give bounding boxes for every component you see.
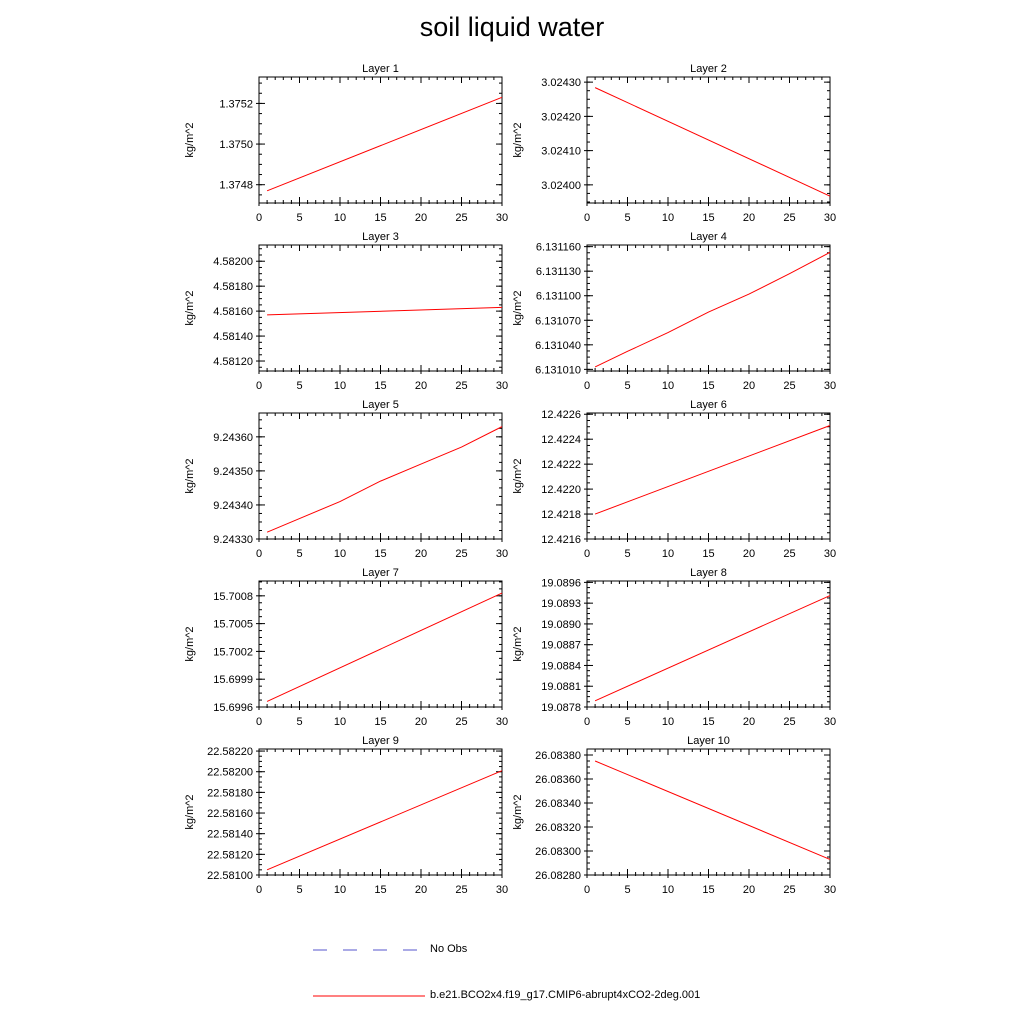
y-tick-label: 6.131070: [535, 315, 581, 328]
x-tick-label: 15: [702, 380, 715, 392]
y-tick-label: 26.08360: [535, 774, 581, 786]
y-tick-label: 15.6999: [213, 674, 253, 687]
chart-panel-4: [512, 231, 836, 392]
x-tick-label: 20: [742, 716, 756, 728]
y-tick-label: 26.08340: [535, 798, 581, 810]
x-tick-label: 25: [783, 716, 796, 728]
y-axis-label: kg/m^2: [184, 290, 196, 326]
panel-title: Layer 5: [362, 399, 399, 411]
x-tick-label: 20: [414, 548, 428, 560]
y-tick-label: 19.0893: [541, 598, 581, 611]
chart-panel-6: [512, 399, 836, 560]
x-tick-label: 25: [783, 548, 796, 560]
y-axis-label: kg/m^2: [512, 290, 524, 326]
x-tick-label: 30: [495, 716, 509, 728]
x-tick-label: 0: [583, 548, 591, 560]
y-tick-label: 22.58100: [207, 870, 253, 882]
y-tick-label: 19.0887: [541, 639, 581, 652]
y-axis-label: kg/m^2: [184, 794, 196, 830]
y-tick-label: 26.08380: [535, 750, 581, 762]
x-tick-label: 10: [333, 548, 347, 560]
panel-title: Layer 4: [690, 231, 727, 243]
x-tick-label: 5: [624, 380, 631, 392]
series-line: [595, 88, 830, 197]
panel-title: Layer 1: [362, 63, 399, 75]
y-tick-label: 9.24330: [213, 534, 253, 546]
x-tick-label: 0: [583, 212, 591, 224]
y-tick-label: 4.58200: [213, 256, 253, 269]
x-tick-label: 0: [255, 548, 263, 560]
chart-panel-7: [184, 567, 508, 728]
x-tick-label: 30: [495, 884, 509, 896]
x-tick-label: 30: [823, 212, 837, 224]
y-tick-label: 12.4220: [541, 484, 581, 497]
panel-title: Layer 3: [362, 231, 399, 243]
y-tick-label: 9.24340: [213, 499, 253, 512]
chart-panel-1: [184, 63, 508, 224]
y-tick-label: 3.02430: [541, 77, 581, 90]
y-tick-label: 6.131160: [535, 241, 581, 254]
x-tick-label: 15: [702, 716, 715, 728]
x-tick-label: 10: [661, 380, 675, 392]
x-tick-label: 30: [823, 884, 837, 896]
y-tick-label: 12.4218: [541, 509, 581, 522]
x-tick-label: 15: [374, 884, 387, 896]
x-tick-label: 15: [702, 212, 715, 224]
x-tick-label: 20: [742, 212, 756, 224]
y-tick-label: 22.58180: [207, 787, 253, 800]
y-tick-label: 9.24360: [213, 431, 253, 444]
y-tick-label: 12.4222: [541, 459, 581, 472]
x-tick-label: 30: [495, 548, 509, 560]
chart-panel-8: [512, 567, 836, 728]
y-axis-label: kg/m^2: [512, 458, 524, 494]
y-tick-label: 15.6996: [213, 702, 253, 714]
y-tick-label: 4.58180: [213, 281, 253, 294]
x-tick-label: 0: [255, 884, 263, 896]
panel-title: Layer 2: [690, 63, 727, 75]
series-line: [267, 427, 502, 533]
y-tick-label: 22.58200: [207, 766, 253, 779]
legend-model-label: b.e21.BCO2x4.f19_g17.CMIP6-abrupt4xCO2-2deg.001: [430, 989, 701, 1001]
y-tick-label: 19.0878: [541, 702, 581, 714]
x-tick-label: 20: [414, 884, 428, 896]
plot-frame: [587, 245, 830, 371]
y-tick-label: 22.58140: [207, 828, 253, 841]
chart-panel-5: [184, 399, 508, 560]
series-line: [267, 307, 502, 314]
x-tick-label: 0: [255, 212, 263, 224]
y-tick-label: 22.58220: [207, 746, 253, 759]
x-tick-label: 10: [333, 212, 347, 224]
x-tick-label: 25: [455, 380, 468, 392]
series-line: [267, 593, 502, 701]
y-tick-label: 4.58160: [213, 306, 253, 319]
y-tick-label: 19.0896: [541, 577, 581, 590]
x-tick-label: 10: [661, 884, 675, 896]
y-tick-label: 26.08280: [535, 870, 581, 882]
x-tick-label: 10: [333, 716, 347, 728]
x-tick-label: 5: [624, 212, 631, 224]
y-tick-label: 15.7002: [213, 646, 253, 659]
series-line: [595, 761, 830, 859]
y-tick-label: 9.24350: [213, 465, 253, 478]
plot-frame: [259, 749, 502, 875]
x-tick-label: 5: [624, 884, 631, 896]
x-tick-label: 0: [583, 716, 591, 728]
x-tick-label: 20: [742, 884, 756, 896]
y-axis-label: kg/m^2: [512, 122, 524, 158]
x-tick-label: 10: [333, 884, 347, 896]
y-tick-label: 12.4226: [541, 409, 581, 422]
y-tick-label: 6.131130: [535, 266, 581, 279]
x-tick-label: 25: [783, 884, 796, 896]
x-tick-label: 25: [455, 884, 468, 896]
series-line: [595, 596, 830, 701]
y-tick-label: 3.02400: [541, 179, 581, 192]
x-tick-label: 5: [296, 884, 303, 896]
y-tick-label: 1.3750: [219, 139, 253, 152]
plot-frame: [259, 245, 502, 371]
series-line: [595, 425, 830, 514]
x-tick-label: 20: [742, 548, 756, 560]
x-tick-label: 10: [333, 380, 347, 392]
x-tick-label: 0: [583, 380, 591, 392]
x-tick-label: 25: [783, 380, 796, 392]
y-axis-label: kg/m^2: [184, 626, 196, 662]
chart-panel-9: [184, 735, 508, 896]
panel-title: Layer 9: [362, 735, 399, 747]
x-tick-label: 20: [414, 716, 428, 728]
panel-title: Layer 6: [690, 399, 727, 411]
x-tick-label: 5: [624, 548, 631, 560]
plot-frame: [587, 749, 830, 875]
x-tick-label: 30: [495, 380, 509, 392]
x-tick-label: 25: [455, 716, 468, 728]
y-tick-label: 4.58140: [213, 331, 253, 344]
x-tick-label: 15: [374, 380, 387, 392]
series-line: [595, 252, 830, 367]
page-title: soil liquid water: [419, 12, 605, 42]
x-tick-label: 25: [455, 548, 468, 560]
x-tick-label: 5: [296, 212, 303, 224]
y-tick-label: 22.58160: [207, 808, 253, 821]
x-tick-label: 30: [823, 380, 837, 392]
y-tick-label: 3.02420: [541, 111, 581, 124]
plot-frame: [259, 77, 502, 203]
panel-title: Layer 10: [687, 735, 730, 747]
y-tick-label: 6.131040: [535, 339, 581, 352]
x-tick-label: 5: [296, 716, 303, 728]
x-tick-label: 20: [742, 380, 756, 392]
y-tick-label: 4.58120: [213, 356, 253, 369]
x-tick-label: 15: [702, 548, 715, 560]
y-tick-label: 3.02410: [541, 145, 581, 158]
x-tick-label: 5: [296, 548, 303, 560]
y-tick-label: 6.131010: [535, 364, 581, 377]
y-tick-label: 26.08300: [535, 846, 581, 858]
chart-panel-2: [512, 63, 836, 224]
x-tick-label: 0: [255, 716, 263, 728]
x-tick-label: 30: [823, 548, 837, 560]
y-tick-label: 15.7008: [213, 590, 253, 603]
series-line: [267, 771, 502, 870]
panel-title: Layer 7: [362, 567, 399, 579]
y-axis-label: kg/m^2: [512, 794, 524, 830]
panel-title: Layer 8: [690, 567, 727, 579]
y-tick-label: 19.0881: [541, 681, 581, 694]
x-tick-label: 5: [624, 716, 631, 728]
y-tick-label: 1.3748: [219, 179, 253, 192]
legend-obs-label: No Obs: [430, 943, 468, 955]
x-tick-label: 10: [661, 716, 675, 728]
y-tick-label: 1.3752: [219, 98, 253, 111]
x-tick-label: 5: [296, 380, 303, 392]
x-tick-label: 15: [374, 716, 387, 728]
y-axis-label: kg/m^2: [184, 122, 196, 158]
x-tick-label: 30: [495, 212, 509, 224]
y-tick-label: 26.08320: [535, 822, 581, 834]
y-axis-label: kg/m^2: [512, 626, 524, 662]
x-tick-label: 0: [255, 380, 263, 392]
plot-frame: [587, 413, 830, 539]
x-tick-label: 10: [661, 548, 675, 560]
x-tick-label: 15: [374, 212, 387, 224]
y-tick-label: 19.0884: [541, 660, 581, 673]
x-tick-label: 20: [414, 380, 428, 392]
x-tick-label: 0: [583, 884, 591, 896]
y-axis-label: kg/m^2: [184, 458, 196, 494]
series-line: [267, 97, 502, 190]
y-tick-label: 19.0890: [541, 618, 581, 631]
y-tick-label: 12.4216: [541, 534, 581, 546]
y-tick-label: 12.4224: [541, 434, 581, 447]
x-tick-label: 30: [823, 716, 837, 728]
y-tick-label: 22.58120: [207, 849, 253, 862]
x-tick-label: 25: [455, 212, 468, 224]
x-tick-label: 10: [661, 212, 675, 224]
y-tick-label: 15.7005: [213, 618, 253, 631]
x-tick-label: 15: [374, 548, 387, 560]
x-tick-label: 15: [702, 884, 715, 896]
x-tick-label: 25: [783, 212, 796, 224]
chart-panel-3: [184, 231, 508, 392]
x-tick-label: 20: [414, 212, 428, 224]
chart-panel-10: [512, 735, 836, 896]
y-tick-label: 6.131100: [535, 290, 581, 303]
